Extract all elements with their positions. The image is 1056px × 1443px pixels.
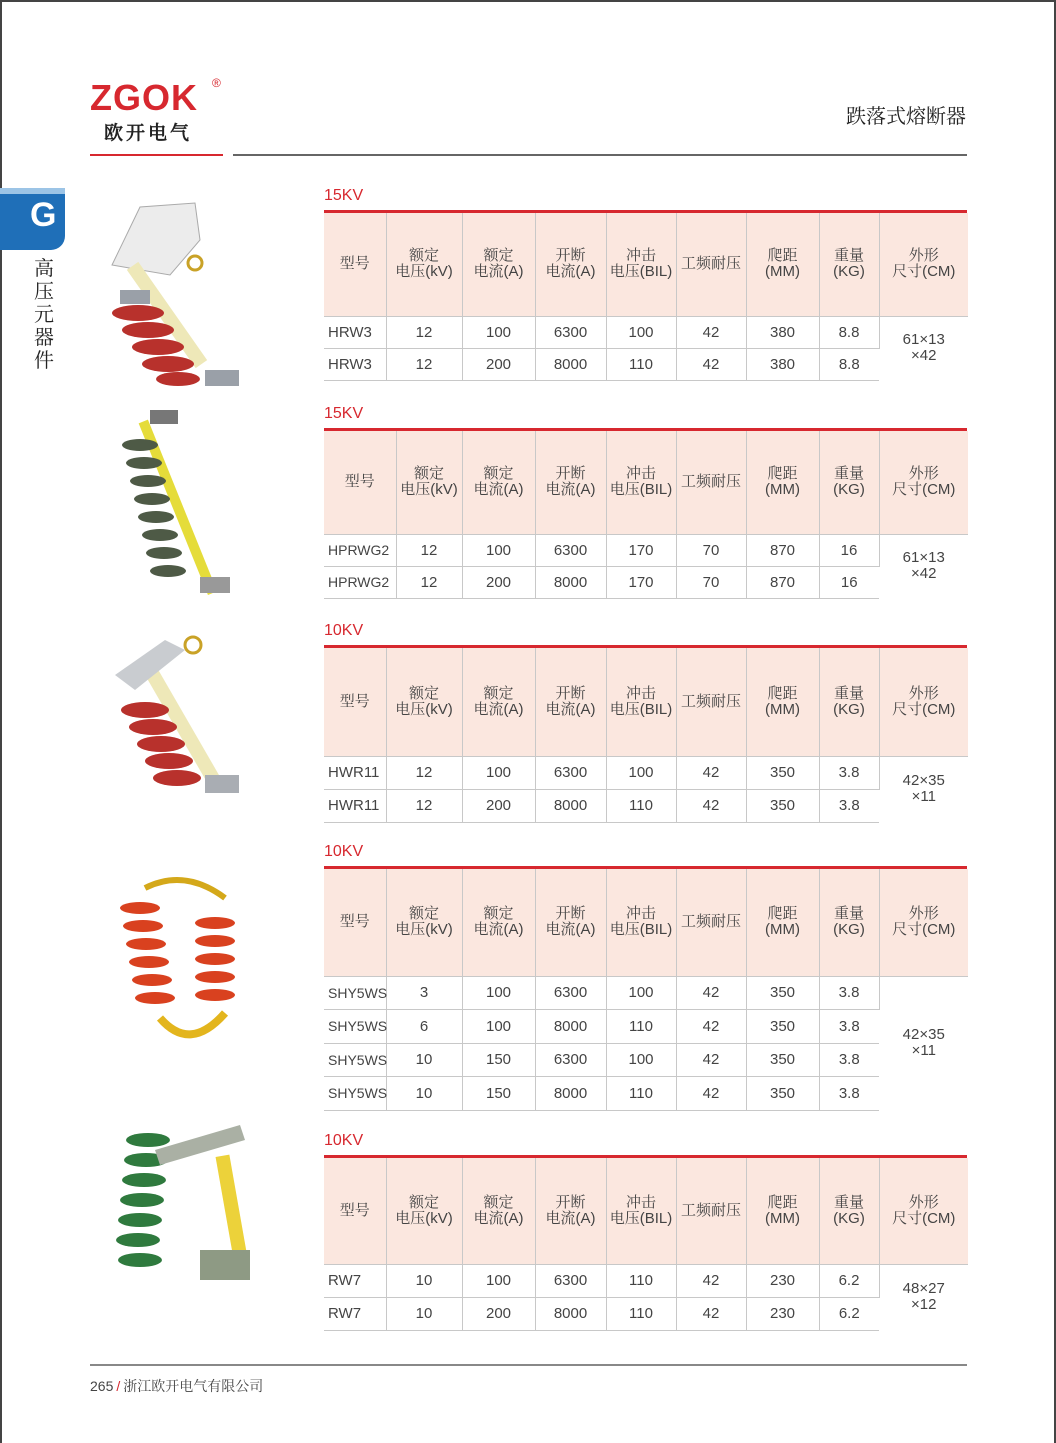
spec-cell: 230 — [746, 1264, 819, 1297]
spec-cell: 200 — [462, 348, 535, 380]
model-cell: RW7 — [324, 1297, 386, 1330]
company-name: 浙江欧开电气有限公司 — [123, 1378, 264, 1394]
spec-cell: 110 — [606, 789, 676, 822]
product-image-hrw3 — [100, 195, 260, 395]
column-header: 开断 电流(A) — [535, 1158, 606, 1264]
product-image-rw7 — [100, 1120, 265, 1310]
spec-cell: 100 — [462, 316, 535, 348]
spec-cell: 230 — [746, 1297, 819, 1330]
spec-cell: 10 — [386, 1043, 462, 1077]
column-header: 额定 电流(A) — [462, 431, 535, 534]
column-header: 爬距 (MM) — [746, 648, 819, 756]
column-header: 开断 电流(A) — [535, 648, 606, 756]
brand-subtitle: 欧开电气 — [104, 123, 193, 144]
spec-cell: 3.8 — [819, 1043, 879, 1077]
column-header: 工频耐压 — [676, 431, 746, 534]
column-header: 型号 — [324, 213, 386, 316]
spec-cell: 16 — [819, 566, 879, 598]
spec-cell: 42 — [676, 756, 746, 789]
footer-rule — [90, 1364, 967, 1366]
spec-cell: 42 — [676, 1043, 746, 1077]
column-header: 冲击 电压(BIL) — [606, 1158, 676, 1264]
model-cell: HPRWG2 — [324, 534, 396, 566]
spec-cell: 6300 — [535, 756, 606, 789]
spec-cell: 6300 — [535, 316, 606, 348]
header-red-rule — [90, 154, 223, 156]
spec-cell: 12 — [396, 534, 462, 566]
spec-cell: 3.8 — [819, 789, 879, 822]
spec-cell: 12 — [386, 316, 462, 348]
spec-cell: 42 — [676, 348, 746, 380]
spec-cell: 6300 — [535, 1043, 606, 1077]
spec-cell: 170 — [606, 566, 676, 598]
column-header: 重量 (KG) — [819, 213, 879, 316]
spec-table — [324, 213, 968, 381]
column-header: 额定 电压(kV) — [386, 213, 462, 316]
spec-cell: 350 — [746, 1010, 819, 1044]
model-cell: SHY5WS — [324, 1043, 386, 1077]
header-grey-rule — [233, 154, 967, 156]
table-row — [324, 1010, 968, 1044]
spec-cell: 42 — [676, 976, 746, 1010]
column-header: 重量 (KG) — [819, 431, 879, 534]
spec-section — [324, 186, 967, 381]
column-header: 外形 尺寸(CM) — [879, 1158, 968, 1264]
product-image-hprwg2 — [110, 405, 250, 605]
spec-cell: 200 — [462, 789, 535, 822]
spec-cell: 170 — [606, 534, 676, 566]
column-header: 额定 电流(A) — [462, 1158, 535, 1264]
spec-cell: 100 — [462, 1264, 535, 1297]
spec-cell: 8000 — [535, 1077, 606, 1111]
model-cell: HWR11 — [324, 756, 386, 789]
column-header: 工频耐压 — [676, 869, 746, 976]
voltage-class-label: 10KV — [324, 843, 364, 860]
spec-cell: 16 — [819, 534, 879, 566]
spec-section — [324, 404, 967, 599]
spec-cell: 350 — [746, 789, 819, 822]
spec-cell: 3 — [386, 976, 462, 1010]
spec-cell: 10 — [386, 1264, 462, 1297]
footer-separator: / — [116, 1378, 121, 1394]
category-tab-highlight — [0, 188, 65, 194]
column-header: 外形 尺寸(CM) — [879, 213, 968, 316]
spec-cell: 110 — [606, 1264, 676, 1297]
table-row — [324, 534, 968, 566]
column-header: 工频耐压 — [676, 213, 746, 316]
spec-section — [324, 621, 967, 823]
spec-cell: 10 — [386, 1077, 462, 1111]
column-header: 开断 电流(A) — [535, 431, 606, 534]
column-header: 工频耐压 — [676, 648, 746, 756]
product-image-shy5ws — [105, 868, 255, 1058]
page-title: 跌落式熔断器 — [846, 106, 966, 128]
model-cell: HPRWG2 — [324, 566, 396, 598]
spec-cell: 100 — [462, 976, 535, 1010]
column-header: 开断 电流(A) — [535, 213, 606, 316]
dimension-cell: 61×13 ×42 — [879, 316, 968, 380]
spec-table — [324, 648, 968, 823]
table-row — [324, 1077, 968, 1111]
column-header: 型号 — [324, 431, 396, 534]
spec-cell: 100 — [606, 976, 676, 1010]
column-header: 型号 — [324, 1158, 386, 1264]
spec-cell: 6300 — [535, 976, 606, 1010]
column-header: 额定 电流(A) — [462, 213, 535, 316]
column-header: 工频耐压 — [676, 1158, 746, 1264]
table-row — [324, 1043, 968, 1077]
spec-cell: 150 — [462, 1077, 535, 1111]
spec-cell: 100 — [606, 316, 676, 348]
spec-cell: 6.2 — [819, 1297, 879, 1330]
dimension-cell: 61×13 ×42 — [879, 534, 968, 598]
model-cell: SHY5WS — [324, 976, 386, 1010]
column-header: 外形 尺寸(CM) — [879, 431, 968, 534]
spec-cell: 110 — [606, 348, 676, 380]
spec-cell: 8000 — [535, 566, 606, 598]
model-cell: SHY5WS — [324, 1077, 386, 1111]
column-header: 爬距 (MM) — [746, 869, 819, 976]
registered-mark: ® — [212, 76, 221, 90]
footer — [90, 1376, 263, 1396]
spec-cell: 42 — [676, 1077, 746, 1111]
product-image-hwr11 — [105, 625, 265, 830]
table-row — [324, 316, 968, 348]
model-cell: RW7 — [324, 1264, 386, 1297]
spec-cell: 100 — [462, 534, 535, 566]
spec-cell: 200 — [462, 1297, 535, 1330]
spec-table — [324, 1158, 968, 1331]
column-header: 额定 电压(kV) — [386, 1158, 462, 1264]
spec-cell: 6300 — [535, 534, 606, 566]
spec-cell: 350 — [746, 1043, 819, 1077]
category-label: 高压元器件 — [34, 258, 54, 372]
spec-cell: 42 — [676, 1264, 746, 1297]
table-row — [324, 789, 968, 822]
spec-cell: 6300 — [535, 1264, 606, 1297]
spec-cell: 350 — [746, 1077, 819, 1111]
spec-cell: 110 — [606, 1297, 676, 1330]
column-header: 外形 尺寸(CM) — [879, 648, 968, 756]
voltage-class-label: 15KV — [324, 187, 364, 204]
table-row — [324, 566, 968, 598]
spec-table — [324, 869, 968, 1111]
spec-section — [324, 842, 967, 1111]
spec-cell: 10 — [386, 1297, 462, 1330]
column-header: 爬距 (MM) — [746, 1158, 819, 1264]
table-row — [324, 976, 968, 1010]
spec-cell: 350 — [746, 976, 819, 1010]
voltage-class-label: 15KV — [324, 405, 364, 422]
category-letter: G — [30, 196, 57, 234]
column-header: 开断 电流(A) — [535, 869, 606, 976]
table-row — [324, 1264, 968, 1297]
spec-cell: 6 — [386, 1010, 462, 1044]
table-row — [324, 348, 968, 380]
spec-cell: 12 — [386, 789, 462, 822]
spec-cell: 42 — [676, 1010, 746, 1044]
spec-cell: 8000 — [535, 348, 606, 380]
spec-cell: 3.8 — [819, 1077, 879, 1111]
brand-name: ZGOK — [90, 77, 198, 118]
spec-cell: 12 — [386, 348, 462, 380]
model-cell: HWR11 — [324, 789, 386, 822]
spec-cell: 100 — [606, 756, 676, 789]
spec-cell: 870 — [746, 534, 819, 566]
spec-cell: 100 — [606, 1043, 676, 1077]
spec-cell: 380 — [746, 316, 819, 348]
spec-cell: 100 — [462, 756, 535, 789]
spec-cell: 42 — [676, 316, 746, 348]
dimension-cell: 42×35 ×11 — [879, 976, 968, 1110]
category-tab — [0, 188, 65, 250]
spec-cell: 3.8 — [819, 1010, 879, 1044]
spec-cell: 100 — [462, 1010, 535, 1044]
column-header: 型号 — [324, 869, 386, 976]
column-header: 额定 电流(A) — [462, 648, 535, 756]
dimension-cell: 48×27 ×12 — [879, 1264, 968, 1330]
column-header: 型号 — [324, 648, 386, 756]
spec-cell: 110 — [606, 1077, 676, 1111]
column-header: 冲击 电压(BIL) — [606, 648, 676, 756]
spec-cell: 350 — [746, 756, 819, 789]
spec-cell: 70 — [676, 566, 746, 598]
spec-section — [324, 1131, 967, 1331]
voltage-class-label: 10KV — [324, 622, 364, 639]
column-header: 重量 (KG) — [819, 869, 879, 976]
spec-cell: 150 — [462, 1043, 535, 1077]
column-header: 爬距 (MM) — [746, 213, 819, 316]
model-cell: HRW3 — [324, 348, 386, 380]
column-header: 冲击 电压(BIL) — [606, 213, 676, 316]
column-header: 额定 电流(A) — [462, 869, 535, 976]
spec-cell: 200 — [462, 566, 535, 598]
spec-cell: 8000 — [535, 1010, 606, 1044]
spec-table — [324, 431, 968, 599]
spec-cell: 380 — [746, 348, 819, 380]
spec-cell: 8.8 — [819, 316, 879, 348]
table-row — [324, 1297, 968, 1330]
column-header: 重量 (KG) — [819, 1158, 879, 1264]
brand-logo — [90, 76, 230, 145]
dimension-cell: 42×35 ×11 — [879, 756, 968, 822]
spec-cell: 70 — [676, 534, 746, 566]
spec-cell: 3.8 — [819, 976, 879, 1010]
column-header: 额定 电压(kV) — [386, 869, 462, 976]
spec-cell: 870 — [746, 566, 819, 598]
spec-cell: 3.8 — [819, 756, 879, 789]
column-header: 重量 (KG) — [819, 648, 879, 756]
column-header: 额定 电压(kV) — [396, 431, 462, 534]
column-header: 冲击 电压(BIL) — [606, 431, 676, 534]
spec-cell: 12 — [396, 566, 462, 598]
spec-cell: 42 — [676, 789, 746, 822]
spec-cell: 42 — [676, 1297, 746, 1330]
voltage-class-label: 10KV — [324, 1132, 364, 1149]
spec-cell: 110 — [606, 1010, 676, 1044]
model-cell: HRW3 — [324, 316, 386, 348]
column-header: 爬距 (MM) — [746, 431, 819, 534]
spec-cell: 8000 — [535, 789, 606, 822]
model-cell: SHY5WS — [324, 1010, 386, 1044]
column-header: 额定 电压(kV) — [386, 648, 462, 756]
column-header: 外形 尺寸(CM) — [879, 869, 968, 976]
page-number: 265 — [90, 1378, 114, 1394]
spec-cell: 8000 — [535, 1297, 606, 1330]
spec-cell: 6.2 — [819, 1264, 879, 1297]
column-header: 冲击 电压(BIL) — [606, 869, 676, 976]
spec-cell: 8.8 — [819, 348, 879, 380]
table-row — [324, 756, 968, 789]
spec-cell: 12 — [386, 756, 462, 789]
